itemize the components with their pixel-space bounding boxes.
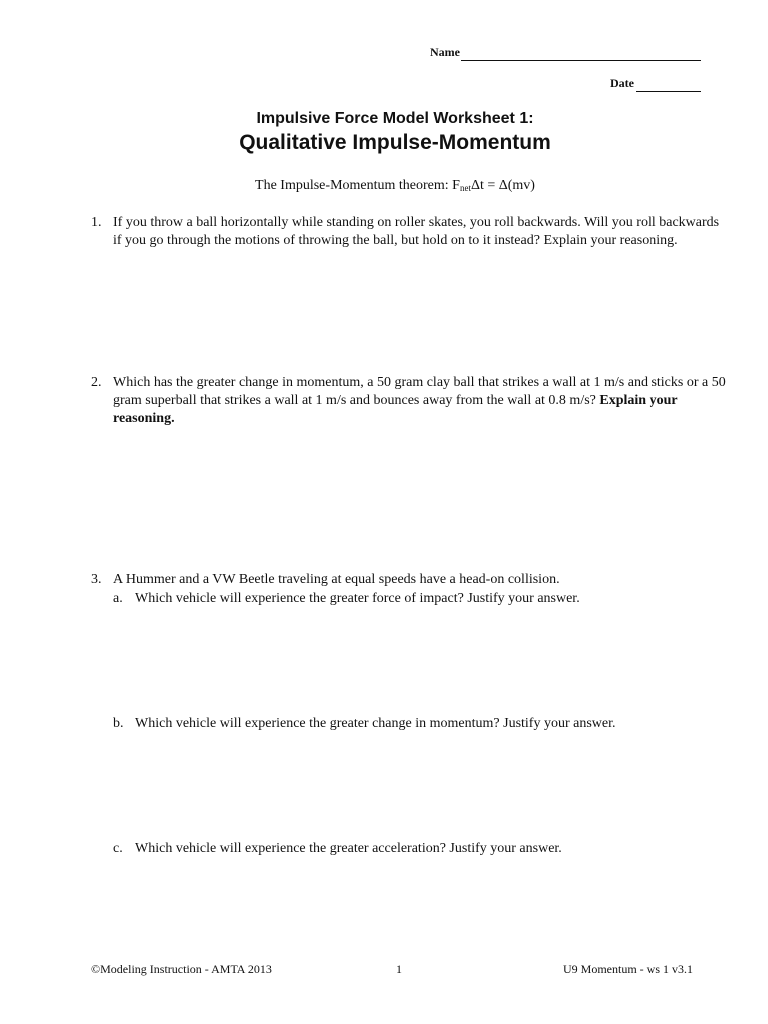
footer-copyright: ©Modeling Instruction - AMTA 2013 xyxy=(91,962,272,976)
worksheet-subtitle: Qualitative Impulse-Momentum xyxy=(239,131,551,154)
name-label: Name xyxy=(430,45,460,59)
part-label: b. xyxy=(113,716,124,731)
date-field[interactable] xyxy=(610,76,701,96)
part-text: Which vehicle will experience the greater acceleration? Justify your answer. xyxy=(135,841,562,856)
question-number: 1. xyxy=(91,215,102,230)
theorem-prefix: The Impulse-Momentum theorem: F xyxy=(255,178,460,193)
part-text: Which vehicle will experience the greater force of impact? Justify your answer. xyxy=(135,591,580,606)
date-label: Date xyxy=(610,76,634,90)
question-text: A Hummer and a VW Beetle traveling at equal speeds have a head-on collision. xyxy=(113,572,560,587)
question-number: 2. xyxy=(91,375,102,390)
question-text: Which has the greater change in momentum, a 50 gram clay ball that strikes a wall at 1 m/s and sticks or a 50 gram superball that strikes a wall at 1 m/s and bounces away from the wall at 0.8 m/s? xyxy=(113,375,726,408)
question-emphasis: Explain your reasoning. xyxy=(113,393,678,426)
theorem-suffix: Δt = Δ(mv) xyxy=(470,178,535,193)
part-label: c. xyxy=(113,841,123,856)
theorem-subscript: net xyxy=(459,183,471,193)
part-text: Which vehicle will experience the greater change in momentum? Justify your answer. xyxy=(135,716,616,731)
name-blank-line xyxy=(461,60,701,61)
question-text: If you throw a ball horizontally while standing on roller skates, you roll backwards. Will you roll backwards if you go through the motions of throwing the ball, but hold on to it instead? Explain your reasoning. xyxy=(113,215,720,248)
name-field[interactable] xyxy=(430,45,701,65)
question-body xyxy=(113,374,728,428)
part-label: a. xyxy=(113,591,123,606)
question-number: 3. xyxy=(91,572,102,587)
date-blank-line xyxy=(636,91,701,92)
worksheet-title: Impulsive Force Model Worksheet 1: xyxy=(256,110,534,127)
theorem-statement xyxy=(0,178,768,194)
footer-unit-label: U9 Momentum - ws 1 v3.1 xyxy=(563,962,693,976)
footer-page-number: 1 xyxy=(396,962,402,976)
